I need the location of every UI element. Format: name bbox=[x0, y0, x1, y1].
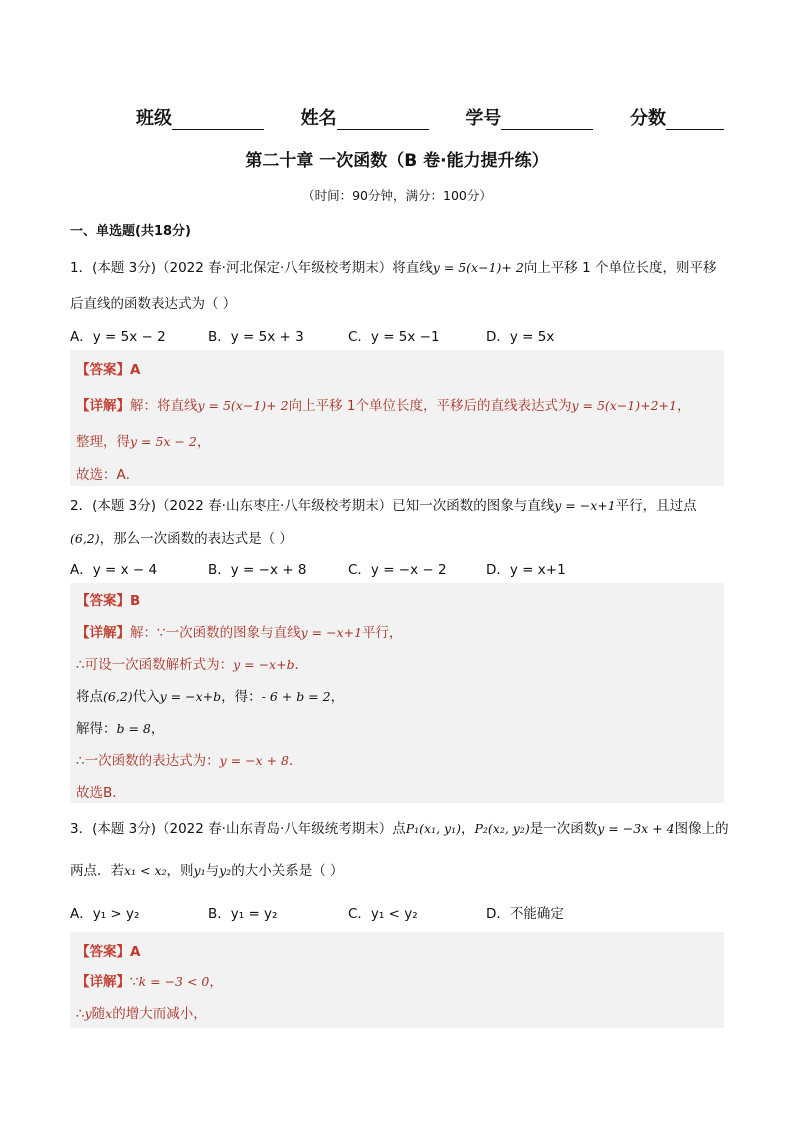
class-label: 班级 bbox=[136, 108, 172, 129]
q3-option-d[interactable]: D．不能确定 bbox=[486, 906, 564, 922]
score-field bbox=[630, 104, 724, 130]
class-field bbox=[136, 104, 264, 130]
q2-option-c[interactable]: C．y = −x − 2 bbox=[348, 562, 447, 578]
q2-option-b[interactable]: B．y = −x + 8 bbox=[208, 562, 307, 578]
class-blank[interactable] bbox=[172, 111, 264, 130]
q3-answer: 【答案】A bbox=[76, 944, 141, 960]
q1-answer-box bbox=[70, 350, 724, 486]
q2-detail-line4: 解得：b = 8， bbox=[76, 721, 165, 737]
q3-detail-line1: 【详解】∵k = −3 < 0， bbox=[76, 974, 223, 990]
q1-option-c[interactable]: C．y = 5x −1 bbox=[348, 329, 440, 345]
q2-detail-line3: 将点(6,2)代入y = −x+b，得：- 6 + b = 2， bbox=[76, 689, 345, 705]
id-blank[interactable] bbox=[501, 111, 593, 130]
q2-option-a[interactable]: A．y = x − 4 bbox=[70, 562, 158, 578]
q2-answer-box bbox=[70, 583, 724, 803]
score-blank[interactable] bbox=[666, 111, 724, 130]
name-blank[interactable] bbox=[337, 111, 429, 130]
q3-stem-line1: 3．(本题 3分)（2022 春·山东青岛·八年级统考期末）点P₁(x₁, y₁)，P₂(x₂, y₂)是一次函数y = −3x + 4图像上的 bbox=[70, 821, 729, 837]
page-subtitle: （时间：90分钟，满分：100分） bbox=[302, 188, 492, 203]
name-label: 姓名 bbox=[300, 108, 337, 129]
q1-stem-line1: 1．(本题 3分)（2022 春·河北保定·八年级校考期末）将直线y = 5(x−1)+ 2向上平移 1 个单位长度，则平移 bbox=[70, 260, 717, 276]
id-field bbox=[465, 104, 593, 130]
q2-detail-line6: 故选B． bbox=[76, 785, 126, 801]
q2-answer: 【答案】B bbox=[76, 593, 141, 609]
id-label: 学号 bbox=[465, 108, 502, 129]
student-info-header bbox=[136, 104, 724, 130]
q3-option-a[interactable]: A．y₁ > y₂ bbox=[70, 906, 140, 922]
q1-option-b[interactable]: B．y = 5x + 3 bbox=[208, 329, 304, 345]
q2-stem-line2: (6,2)，那么一次函数的表达式是（ ） bbox=[70, 531, 293, 547]
q2-equation: y = −x+1 bbox=[554, 498, 616, 513]
q1-detail-line2: 整理，得y = 5x − 2， bbox=[76, 434, 211, 450]
section-heading: 一、单选题(共18分) bbox=[70, 224, 191, 239]
q3-stem-line2: 两点．若x₁ < x₂，则y₁与y₂的大小关系是（ ） bbox=[70, 863, 344, 879]
q1-answer: 【答案】A bbox=[76, 362, 141, 378]
q3-answer-box bbox=[70, 932, 724, 1028]
q1-stem-line2: 后直线的函数表达式为（ ） bbox=[70, 296, 237, 312]
q2-option-d[interactable]: D．y = x+1 bbox=[486, 562, 566, 578]
q2-stem-line1: 2．(本题 3分)（2022 春·山东枣庄·八年级校考期末）已知一次函数的图象与直线y = −x+1平行，且过点 bbox=[70, 498, 697, 514]
q1-detail-line1: 【详解】解：将直线y = 5(x−1)+ 2向上平移 1个单位长度，平移后的直线表达式为y = 5(x−1)+2+1， bbox=[76, 398, 691, 414]
q3-detail-line2: ∴y随x的增大而减小， bbox=[76, 1006, 207, 1022]
name-field bbox=[301, 104, 429, 130]
score-label: 分数 bbox=[629, 108, 666, 129]
q2-detail-line2: ∴可设一次函数解析式为：y = −x+b． bbox=[76, 657, 309, 673]
q3-option-b[interactable]: B．y₁ = y₂ bbox=[208, 906, 278, 922]
q2-detail-line5: ∴一次函数的表达式为：y = −x + 8． bbox=[76, 753, 303, 769]
q1-equation: y = 5(x−1)+ 2 bbox=[432, 260, 524, 275]
page-title: 第二十章 一次函数（B 卷·能力提升练） bbox=[245, 151, 549, 171]
q1-option-d[interactable]: D．y = 5x bbox=[486, 329, 555, 345]
q1-option-a[interactable]: A．y = 5x − 2 bbox=[70, 329, 166, 345]
q3-option-c[interactable]: C．y₁ < y₂ bbox=[348, 906, 418, 922]
q1-detail-line3: 故选：A． bbox=[76, 467, 140, 483]
q2-detail-line1: 【详解】解：∵一次函数的图象与直线y = −x+1平行， bbox=[76, 625, 403, 641]
